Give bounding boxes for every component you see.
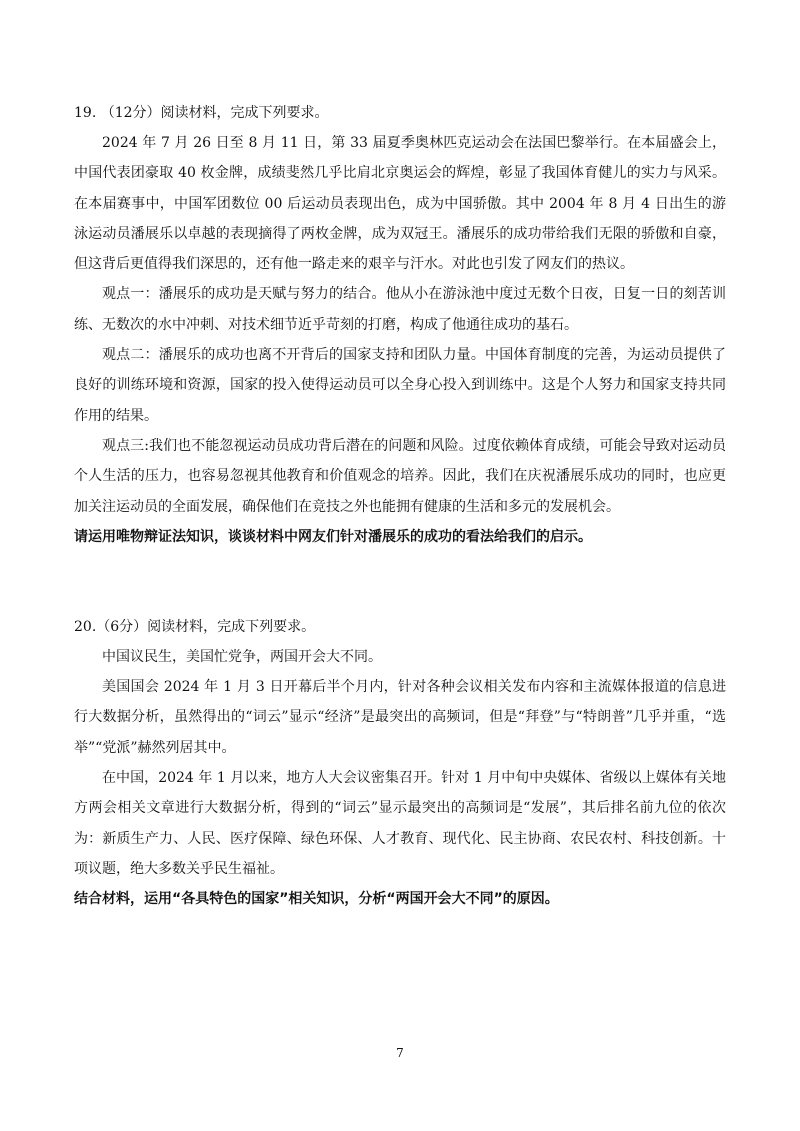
question-20-us-paragraph: 美国国会 2024 年 1 月 3 日开幕后半个月内，针对各种会议相关发布内容和主流媒体报道的信息进行大数据分析，虽然得出的“词云”显示“经济”是最突出的高频词，但是“拜登”与“特朗普”几乎并重，“选举”“党派”赫然列居其中。 [74,679,726,756]
question-19 [74,98,726,552]
question-20 [74,612,726,914]
question-19-heading: 19. （12分）阅读材料，完成下列要求。 [74,105,329,121]
question-19-material-paragraph: 2024 年 7 月 26 日至 8 月 11 日，第 33 届夏季奥林匹克运动会在法国巴黎举行。在本届盛会上，中国代表团豪取 40 枚金牌，成绩斐然几乎比肩北京奥运会的辉煌，彰显了我国体育健儿的实力与风采。在本届赛事中，中国军团数位 00 后运动员表现出色，成为中国骄傲。其中 2004 年 8 月 4 日出生的游泳运动员潘展乐以卓越的表现摘得了两枚金牌，成为双冠王。潘展乐的成功带给我们无限的骄傲和自豪，但这背后更值得我们深思的，还有他一路走来的艰辛与汗水。对此也引发了网友们的热议。 [74,135,726,273]
question-20-task: 结合材料，运用“各具特色的国家”相关知识，分析“两国开会大不同”的原因。 [74,891,559,908]
question-20-china-paragraph: 在中国，2024 年 1 月以来，地方人大会议密集召开。针对 1 月中旬中央媒体、省级以上媒体有关地方两会相关文章进行大数据分析，得到的“词云”显示最突出的高频词是“发展”，其后排名前九位的依次为：新质生产力、人民、医疗保障、绿色环保、人才教育、现代化、民主协商、农民农村、科技创新。十项议题，绝大多数关乎民生福祉。 [74,770,726,877]
question-19-viewpoint-2: 观点二：潘展乐的成功也离不开背后的国家支持和团队力量。中国体育制度的完善，为运动员提供了良好的训练环境和资源，国家的投入使得运动员可以全身心投入到训练中。这是个人努力和国家支持共同作用的结果。 [74,347,726,424]
question-20-heading: 20.（6分）阅读材料，完成下列要求。 [74,618,316,635]
page-number: 7 [396,1046,404,1060]
question-19-viewpoint-1: 观点一：潘展乐的成功是天赋与努力的结合。他从小在游泳池中度过无数个日夜，日复一日的刻苦训练、无数次的水中冲刺、对技术细节近乎苛刻的打磨，构成了他通往成功的基石。 [74,286,726,333]
question-19-viewpoint-3: 观点三:我们也不能忽视运动员成功背后潜在的问题和风险。过度依赖体育成绩，可能会导致对运动员个人生活的压力，也容易忽视其他教育和价值观念的培养。因此，我们在庆祝潘展乐成功的同时，也应更加关注运动员的全面发展，确保他们在竞技之外也能拥有健康的生活和多元的发展机会。 [74,437,726,515]
question-19-task: 请运用唯物辩证法知识，谈谈材料中网友们针对潘展乐的成功的看法给我们的启示。 [74,528,592,545]
exam-page [74,98,726,914]
question-20-intro: 中国议民生，美国忙党争，两国开会大不同。 [102,648,382,665]
